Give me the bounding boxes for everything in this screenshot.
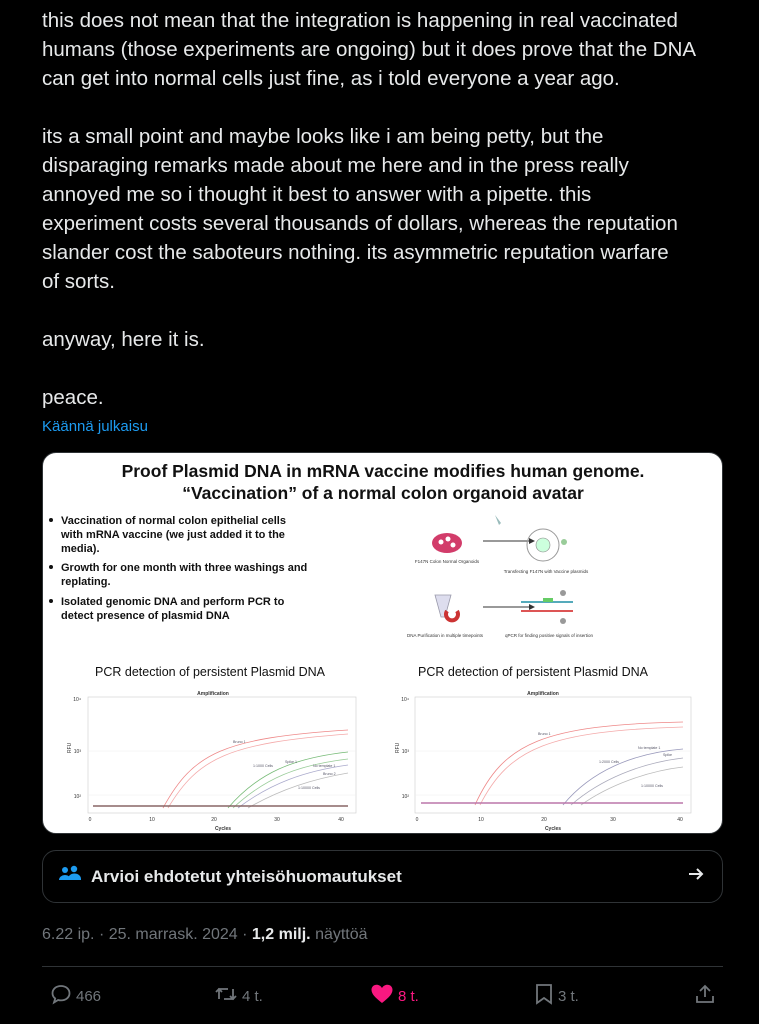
chart-2-xlabel: Cycles [544, 826, 562, 832]
chart-2-heading: PCR detection of persistent Plasmid DNA [418, 665, 648, 679]
repost-icon [214, 983, 238, 1009]
chart-1-xtick-0: 0 [88, 817, 92, 823]
chart-1-plot-area [88, 697, 356, 813]
post-image[interactable] [42, 452, 723, 834]
view-count: 1,2 milj. [251, 926, 311, 943]
like-button[interactable] [370, 980, 419, 1012]
petri-dish-icon [432, 533, 462, 553]
people-icon [59, 865, 81, 888]
label-organoids: F147N Colon Normal Organoids [414, 559, 480, 564]
chart-2-plot-area [415, 697, 691, 813]
method-diagram [407, 515, 594, 638]
post-meta: 6.22 ip. · 25. marrask. 2024 · 1,2 milj. näyttöä [42, 926, 368, 943]
bullet-1-line1: Vaccination of normal colon epithelial cells [61, 515, 286, 527]
chart-1-xtick-3: 30 [274, 817, 280, 823]
chart-1-label-2: Spike 1 [285, 760, 297, 764]
label-dna-purification: DNA Purification in multiple timepoints [406, 633, 484, 638]
bullet-3-line1: Isolated genomic DNA and perform PCR to [61, 596, 285, 608]
chart-1-label-1: 1:1000 Cells [253, 764, 273, 768]
chart-2-xtick-0: 0 [415, 817, 419, 823]
bookmark-icon [534, 983, 554, 1009]
chart-1-ylabel: RFU [67, 742, 73, 753]
magnet-icon [446, 611, 458, 620]
chart-1-label-5: 1:10000 Cells [298, 786, 320, 790]
chart-1-xtick-4: 40 [338, 817, 344, 823]
chart-2-xtick-3: 30 [610, 817, 616, 823]
label-qpcr: qPCR for finding positive signals of insertion [504, 633, 594, 638]
chart-1-ytick-1: 10³ [73, 749, 81, 755]
repost-count: 4 t. [242, 987, 263, 1005]
bullet-2-line2: replating. [61, 576, 111, 588]
chart-1-title: Amplification [197, 691, 229, 697]
chart-1-xlabel: Cycles [214, 826, 232, 832]
reply-icon [50, 983, 72, 1009]
action-bar [42, 980, 723, 1012]
slide-title-line1: Proof Plasmid DNA in mRNA vaccine modifies human genome. [121, 461, 645, 481]
chart-1-ytick-2: 10² [73, 794, 81, 800]
chart-2-ytick-2: 10² [401, 794, 409, 800]
post-paragraph-4: peace. [42, 386, 104, 409]
vial-icon [495, 515, 501, 525]
share-icon [694, 983, 716, 1009]
post-text [42, 6, 732, 412]
chart-2-xtick-2: 20 [541, 817, 547, 823]
label-transfecting: Transfecting F147N with Vaccine plasmids [503, 569, 589, 574]
amplification-chart-1 [67, 691, 356, 832]
chart-1-label-0: Bruno 1 [233, 740, 246, 744]
slide-graphic [43, 453, 723, 834]
chart-2-xtick-4: 40 [677, 817, 683, 823]
arrow-right-icon [686, 864, 706, 889]
chart-2-label-0: Bruno 1 [538, 732, 551, 736]
post-paragraph-2: its a small point and maybe looks like i am being petty, but the disparaging remarks made about me here and in the press really annoyed me so i thought it best to answer with a pipette. this experiment costs several thousands of dollars, whereas the reputation slander cost the saboteurs nothing. its asymmetric reputation warfare of sorts. [42, 125, 678, 293]
view-label: näyttöä [315, 926, 368, 943]
bullet-1-line2: with mRNA vaccine (we just added it to the [61, 529, 285, 541]
bullet-3-line2: detect presence of plasmid DNA [61, 610, 230, 622]
heart-icon [370, 983, 394, 1009]
reply-button[interactable] [50, 980, 101, 1012]
chart-2-title: Amplification [527, 691, 559, 697]
translate-post-link[interactable]: Käännä julkaisu [42, 418, 148, 435]
post-time[interactable]: 6.22 ip. [42, 926, 95, 943]
chart-1-xtick-1: 10 [149, 817, 155, 823]
repost-button[interactable] [214, 980, 263, 1012]
community-notes-button[interactable] [42, 850, 723, 903]
chart-1-heading: PCR detection of persistent Plasmid DNA [95, 665, 325, 679]
chart-1-label-3: No template 1 [313, 764, 336, 768]
tube-icon [435, 595, 451, 617]
chart-2-ylabel: RFU [395, 742, 401, 753]
post-paragraph-3: anyway, here it is. [42, 328, 205, 351]
chart-2-label-2: No template 1 [638, 746, 661, 750]
chart-2-label-3: Spike [663, 753, 672, 757]
chart-1-xtick-2: 20 [211, 817, 217, 823]
bullet-1-line3: media). [61, 543, 100, 555]
bookmark-count: 3 t. [558, 987, 579, 1005]
bookmark-button[interactable] [534, 980, 579, 1012]
post-date[interactable]: 25. marrask. 2024 [108, 926, 238, 943]
amplification-chart-2 [395, 691, 691, 832]
community-notes-label: Arvioi ehdotetut yhteisöhuomautukset [91, 866, 402, 886]
chart-1-ytick-0: 10⁴ [73, 697, 81, 703]
chart-2-label-4: 1:10000 Cells [641, 784, 663, 788]
reply-count: 466 [76, 987, 102, 1005]
share-button[interactable] [694, 980, 716, 1012]
post-paragraph-1: this does not mean that the integration is happening in real vaccinated humans (those experiments are ongoing) but it does prove that the DNA can get into normal cells just fine, as i told everyone a year ago. [42, 9, 697, 90]
bullet-2-line1: Growth for one month with three washings and [61, 562, 308, 574]
chart-2-label-1: 1:2000 Cells [599, 760, 619, 764]
chart-1-label-4: Bruno 2 [323, 772, 336, 776]
like-count: 8 t. [398, 987, 419, 1005]
chart-2-ytick-0: 10⁴ [401, 697, 409, 703]
chart-2-ytick-1: 10³ [401, 749, 409, 755]
slide-title-line2: “Vaccination” of a normal colon organoid avatar [182, 483, 584, 503]
chart-2-xtick-1: 10 [478, 817, 484, 823]
divider [42, 966, 723, 967]
